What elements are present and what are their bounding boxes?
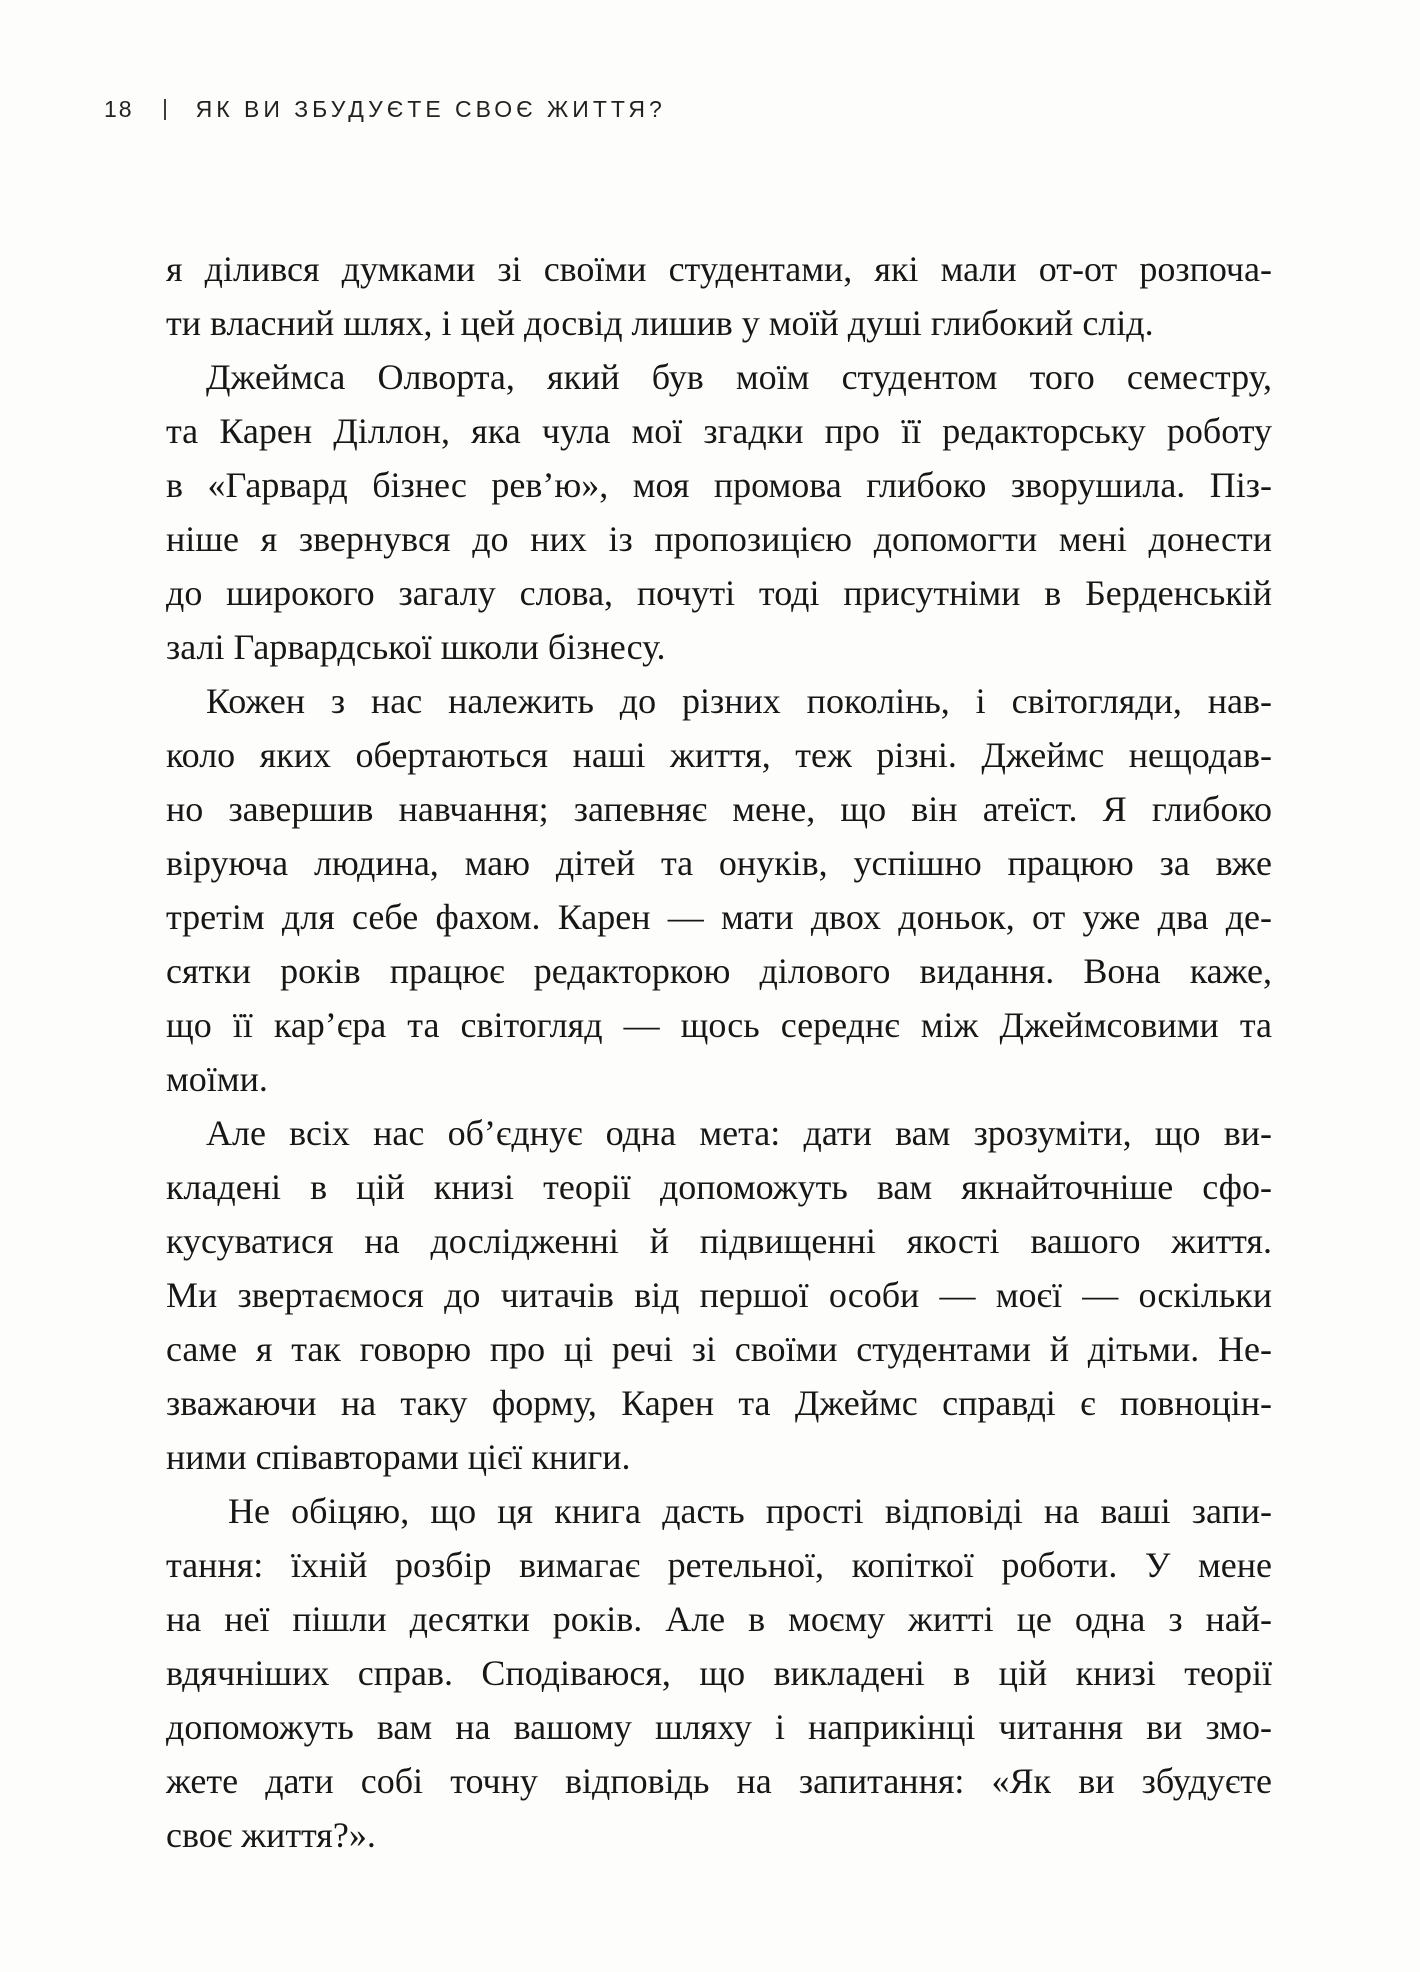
paragraph [166, 242, 1272, 350]
text-line: Джеймса Олворта, який був моїм студентом того семестру, [206, 357, 1272, 397]
text-line: кладені в цій книзі теорії допоможуть вам якнайточніше сфо- [166, 1167, 1272, 1207]
paragraph [166, 674, 1272, 1106]
text-line: своє життя?». [166, 1815, 376, 1855]
text-line: Ми звертаємося до читачів від першої особи — моєї — оскільки [166, 1275, 1272, 1315]
text-line: до широкого загалу слова, почуті тоді присутніми в Берденській [166, 573, 1272, 613]
paragraph [166, 1484, 1272, 1862]
text-line: тання: їхній розбір вимагає ретельної, копіткої роботи. У мене [166, 1545, 1272, 1585]
running-title: ЯК ВИ ЗБУДУЄТЕ СВОЄ ЖИТТЯ? [195, 96, 666, 122]
text-line: ти власний шлях, і цей досвід лишив у моїй душі глибокий слід. [166, 303, 1154, 343]
text-line: що її кар’єра та світогляд — щось середнє між Джеймсовими та [166, 1005, 1272, 1045]
text-line: я ділився думками зі своїми студентами, які мали от-от розпоча- [166, 249, 1272, 289]
text-block [166, 242, 1272, 1862]
text-line: третім для себе фахом. Карен — мати двох доньок, от уже два де- [166, 897, 1272, 937]
text-line: Не обіцяю, що ця книга дасть прості відповіді на ваші запи- [228, 1491, 1272, 1531]
text-line: кусуватися на дослідженні й підвищенні якості вашого життя. [166, 1221, 1272, 1261]
text-line: но завершив навчання; запевняє мене, що він атеїст. Я глибоко [166, 789, 1272, 829]
text-line: віруюча людина, маю дітей та онуків, успішно працюю за вже [166, 843, 1272, 883]
text-line: в «Гарвард бізнес рев’ю», моя промова глибоко зворушила. Піз- [166, 465, 1272, 505]
text-line: допоможуть вам на вашому шляху і наприкінці читання ви змо- [166, 1707, 1272, 1747]
text-line: сятки років працює редакторкою ділового видання. Вона каже, [166, 951, 1272, 991]
text-line: зважаючи на таку форму, Карен та Джеймс справді є повноцін- [166, 1383, 1272, 1423]
text-line: залі Гарвардської школи бізнесу. [166, 627, 666, 667]
text-line: коло яких обертаються наші життя, теж різні. Джеймс нещодав- [166, 735, 1272, 775]
text-line: моїми. [166, 1059, 268, 1099]
paragraph [166, 1106, 1272, 1484]
text-line: ними співавторами цієї книги. [166, 1437, 631, 1477]
header-divider-bar [164, 99, 166, 120]
text-line: Кожен з нас належить до різних поколінь, і світогляди, нав- [206, 681, 1272, 721]
paragraph [166, 350, 1272, 674]
text-line: Але всіх нас об’єднує одна мета: дати вам зрозуміти, що ви- [206, 1113, 1272, 1153]
text-line: ніше я звернувся до них із пропозицією допомогти мені донести [166, 519, 1272, 559]
text-line: саме я так говорю про ці речі зі своїми студентами й дітьми. Не- [166, 1329, 1272, 1369]
page-number: 18 [104, 96, 134, 122]
text-line: та Карен Діллон, яка чула мої згадки про її редакторську роботу [166, 411, 1272, 451]
page-header [104, 96, 666, 123]
text-line: на неї пішли десятки років. Але в моєму житті це одна з най- [166, 1599, 1272, 1639]
text-line: жете дати собі точну відповідь на запитання: «Як ви збудуєте [166, 1761, 1272, 1801]
text-line: вдячніших справ. Сподіваюся, що викладені в цій книзі теорії [166, 1653, 1272, 1693]
